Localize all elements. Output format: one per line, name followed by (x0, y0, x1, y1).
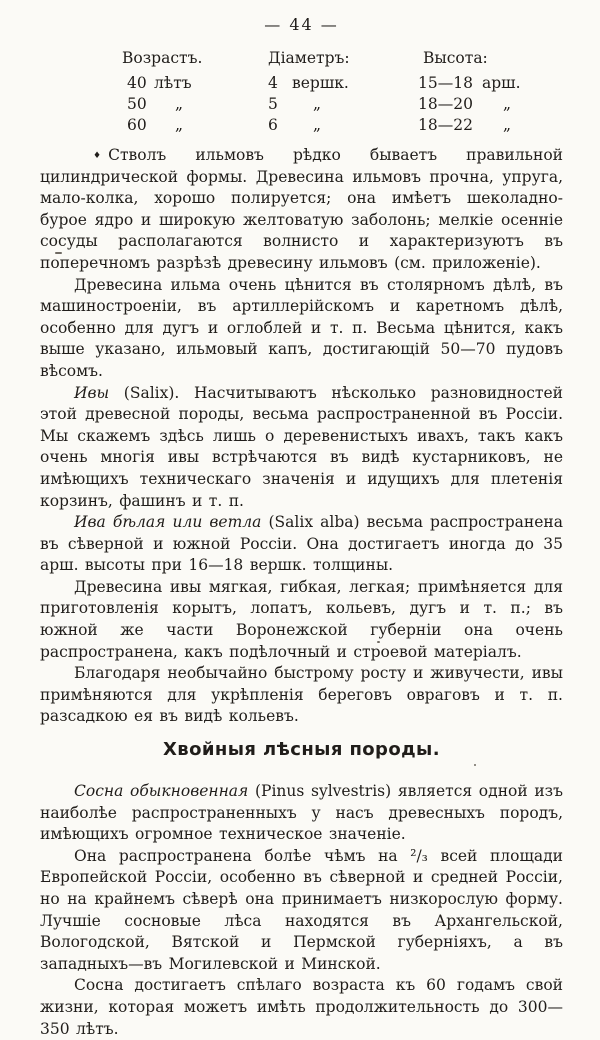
ink-speck (474, 764, 476, 766)
species-name-italic: Сосна обыкновенная (74, 782, 249, 801)
table-cell: 4 вершк. (268, 74, 349, 92)
text-run: Древесина ивы мягкая, гибкая, легкая; примѣняется для приготовленія корытъ, лопатъ, кольевъ, дугъ и т. п.; въ южной же части Воронежской губерніи она очень распространена, какъ подѣлочный и строевой матеріалъ. (40, 577, 563, 661)
text-run: (Salix). Насчитываютъ нѣсколько разновидностей этой древесной породы, весьма распространенной въ Россіи. Мы скажемъ здѣсь лишь о деревенистыхъ ивахъ, такъ какъ очень многія ивы встрѣчаются въ видѣ кустарниковъ, не имѣющихъ техническаго значенія и идущихъ для плетенія корзинъ, фашинъ и т. п. (40, 383, 563, 510)
table-row (122, 115, 563, 136)
paragraph (40, 275, 563, 383)
paragraph (40, 577, 563, 663)
paragraph (40, 975, 563, 1040)
species-name-italic: Ива бѣлая или ветла (74, 513, 262, 532)
text-run: Древесина ильма очень цѣнится въ столярномъ дѣлѣ, въ машиностроеніи, въ артиллерійскомъ и каретномъ дѣлѣ, особенно для дугъ и оглоблей и т. п. Весьма цѣнится, какъ выше указано, ильмовый капъ, достигающій 50—70 пудовъ вѣсомъ. (40, 275, 563, 380)
paragraph (40, 145, 563, 275)
species-name-italic: Ивы (74, 383, 110, 402)
page-number: — 44 — (264, 15, 339, 34)
tree-dimensions-table (122, 48, 563, 136)
table-cell: 6 „ (268, 116, 322, 134)
text-run: Благодаря необычайно быстрому росту и живучести, ивы примѣняются для укрѣпленія береговъ овраговъ и т. п. разсадкою ея въ видѣ кольевъ. (40, 664, 563, 726)
table-cell: 5 „ (268, 95, 322, 113)
table-header: Діаметръ: (268, 49, 350, 67)
text-run: (Pinus sylvestris) является одной изъ наиболѣе распространенныхъ у насъ древесныхъ породъ, имѣющихъ огромное техническое значеніе. (40, 782, 563, 844)
table-header: Высота: (423, 49, 488, 67)
table-row (122, 73, 563, 94)
paragraph (40, 663, 563, 728)
text-run: (Salix alba) весьма распространена въ сѣверной и южной Россіи. Она достигаетъ иногда до 35 арш. высоты при 16—18 вершк. толщины. (40, 513, 563, 575)
ink-speck (377, 641, 380, 643)
table-cell: 18—22 „ (418, 116, 512, 134)
table-row (122, 94, 563, 115)
ink-blot-mark: ♦ (93, 151, 102, 161)
paragraph (40, 846, 563, 976)
paragraph (40, 512, 563, 577)
table-cell: 50 „ (127, 95, 184, 113)
table-cell: 60 „ (127, 116, 184, 134)
table-cell: 18—20 „ (418, 95, 512, 113)
text-run: Стволъ ильмовъ рѣдко бываетъ правильной цилиндрической формы. Древесина ильмовъ прочна, упруга, мало-колка, хорошо полируется; она имѣетъ шеколадно-бурое ядро и широкую желтоватую заболонь; мелкіе осенніе сосуды располагаются волнисто и характеризуютъ въ поперечномъ разрѣзѣ древесину ильмовъ (см. приложеніе). (40, 146, 563, 272)
table-cell: 40 лѣтъ (127, 74, 192, 92)
text-section-hardwoods (40, 145, 563, 728)
text-run: Она распространена болѣе чѣмъ на ²/₃ всей площади Европейской Россіи, особенно въ сѣверной и средней Россіи, но на крайнемъ сѣверѣ она принимаетъ низкорослую форму. Лучшіе сосновые лѣса находятся въ Архангельской, Вологодской, Вятской и Пермской губерніяхъ, а въ западныхъ—въ Могилевской и Минской. (40, 846, 563, 973)
paragraph (40, 781, 563, 846)
section-heading-conifers: Хвойныя лѣсныя породы. (163, 739, 440, 761)
table-cell: 15—18 арш. (418, 74, 521, 92)
text-section-conifers (40, 781, 563, 1040)
ink-speck (55, 252, 62, 254)
text-run: Сосна достигаетъ спѣлаго возраста къ 60 годамъ свой жизни, которая можетъ имѣть продолжительность до 300—350 лѣтъ. (40, 976, 563, 1038)
paragraph (40, 383, 563, 513)
table-header: Возрастъ. (122, 49, 203, 67)
